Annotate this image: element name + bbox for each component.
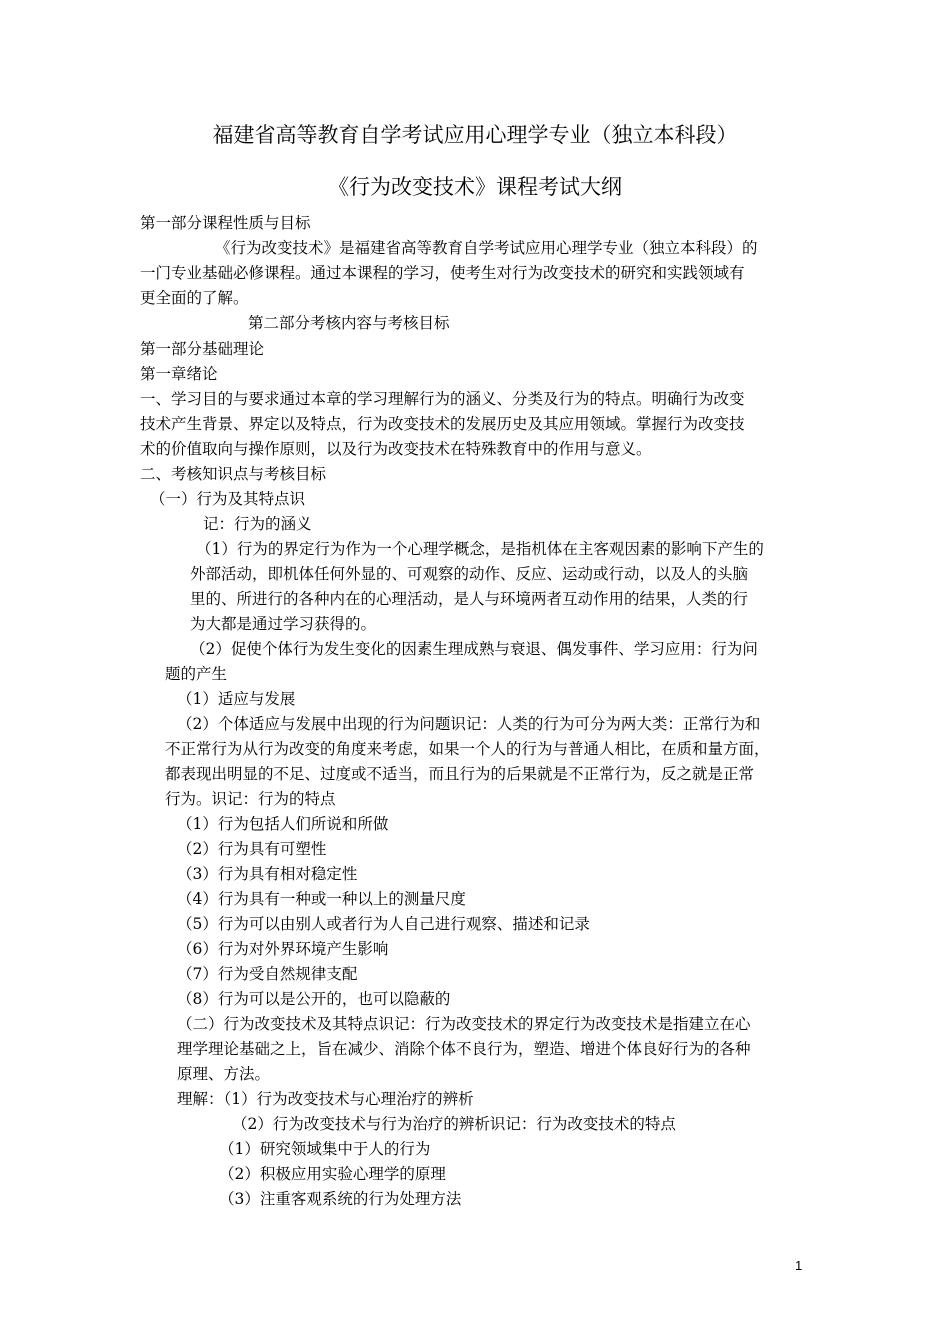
list-item: （7）行为受自然规律支配: [177, 965, 358, 983]
list-item: 理解：（1）行为改变技术与心理治疗的辨析: [177, 1090, 474, 1108]
paragraph-line: （1）行为的界定行为作为一个心理学概念，是指机体在主客观因素的影响下产生的: [196, 540, 764, 558]
list-item: （5）行为可以由别人或者行为人自己进行观察、描述和记录: [177, 915, 590, 933]
list-item: （3）注重客观系统的行为处理方法: [219, 1190, 462, 1208]
list-item: （1）行为包括人们所说和所做: [177, 815, 389, 833]
paragraph-line: 一、学习目的与要求通过本章的学习理解行为的涵义、分类及行为的特点。明确行为改变: [140, 390, 745, 408]
paragraph-line: 更全面的了解。: [140, 289, 249, 307]
paragraph-line: （二）行为改变技术及其特点识记：行为改变技术的界定行为改变技术是指建立在心: [177, 1015, 751, 1033]
document-subtitle: 《行为改变技术》课程考试大纲: [328, 175, 622, 199]
paragraph-line: 原理、方法。: [177, 1065, 271, 1083]
chapter-heading: 第一章绪论: [140, 365, 218, 383]
subsection-heading: 二、考核知识点与考核目标: [140, 465, 327, 483]
paragraph-line: 不正常行为从行为改变的角度来考虑，如果一个人的行为与普通人相比，在质和量方面，: [165, 740, 770, 758]
paragraph-line: 《行为改变技术》是福建省高等教育自学考试应用心理学专业（独立本科段）的: [215, 239, 758, 257]
list-item: （2）行为改变技术与行为治疗的辨析识记：行为改变技术的特点: [232, 1115, 676, 1133]
paragraph-line: 题的产生: [165, 665, 228, 683]
section-heading: 第一部分基础理论: [140, 340, 265, 358]
paragraph-line: 外部活动，即机体任何外显的、可观察的动作、反应、运动或行动，以及人的头脑: [190, 565, 749, 583]
list-item: （2）积极应用实验心理学的原理: [219, 1165, 446, 1183]
paragraph-line: 技术产生背景、界定以及特点，行为改变技术的发展历史及其应用领域。掌握行为改变技: [140, 415, 745, 433]
paragraph-line: 一门专业基础必修课程。通过本课程的学习，使考生对行为改变技术的研究和实践领域有: [140, 264, 745, 282]
list-item: （1）研究领域集中于人的行为: [219, 1140, 431, 1158]
list-item: （6）行为对外界环境产生影响: [177, 940, 389, 958]
page-number: 1: [795, 1258, 803, 1273]
document-title: 福建省高等教育自学考试应用心理学专业（独立本科段）: [212, 123, 738, 147]
paragraph-line: 为大都是通过学习获得的。: [190, 615, 377, 633]
paragraph-line: 理学理论基础之上，旨在减少、消除个体不良行为，塑造、增进个体良好行为的各种: [177, 1040, 751, 1058]
list-item: （8）行为可以是公开的，也可以隐蔽的: [177, 990, 451, 1008]
list-item: （4）行为具有一种或一种以上的测量尺度: [177, 890, 466, 908]
section-heading: 第二部分考核内容与考核目标: [248, 314, 450, 332]
list-item: （1）适应与发展: [177, 690, 296, 708]
paragraph-line: 都表现出明显的不足、过度或不适当，而且行为的后果就是不正常行为，反之就是正常: [165, 765, 755, 783]
paragraph-line: （2）个体适应与发展中出现的行为问题识记：人类的行为可分为两大类：正常行为和: [177, 715, 761, 733]
paragraph-line: 里的、所进行的各种内在的心理活动，是人与环境两者互动作用的结果，人类的行: [190, 590, 749, 608]
paragraph-line: 术的价值取向与操作原则，以及行为改变技术在特殊教育中的作用与意义。: [140, 440, 652, 458]
paragraph-line: 行为。识记：行为的特点: [165, 790, 336, 808]
list-item: （2）行为具有可塑性: [177, 840, 327, 858]
list-item: （一）行为及其特点识: [150, 490, 306, 508]
section-heading: 第一部分课程性质与目标: [140, 214, 311, 232]
list-item: （3）行为具有相对稳定性: [177, 865, 358, 883]
paragraph-line: （2）促使个体行为发生变化的因素生理成熟与衰退、偶发事件、学习应用：行为问: [190, 640, 758, 658]
list-item: 记：行为的涵义: [203, 515, 312, 533]
